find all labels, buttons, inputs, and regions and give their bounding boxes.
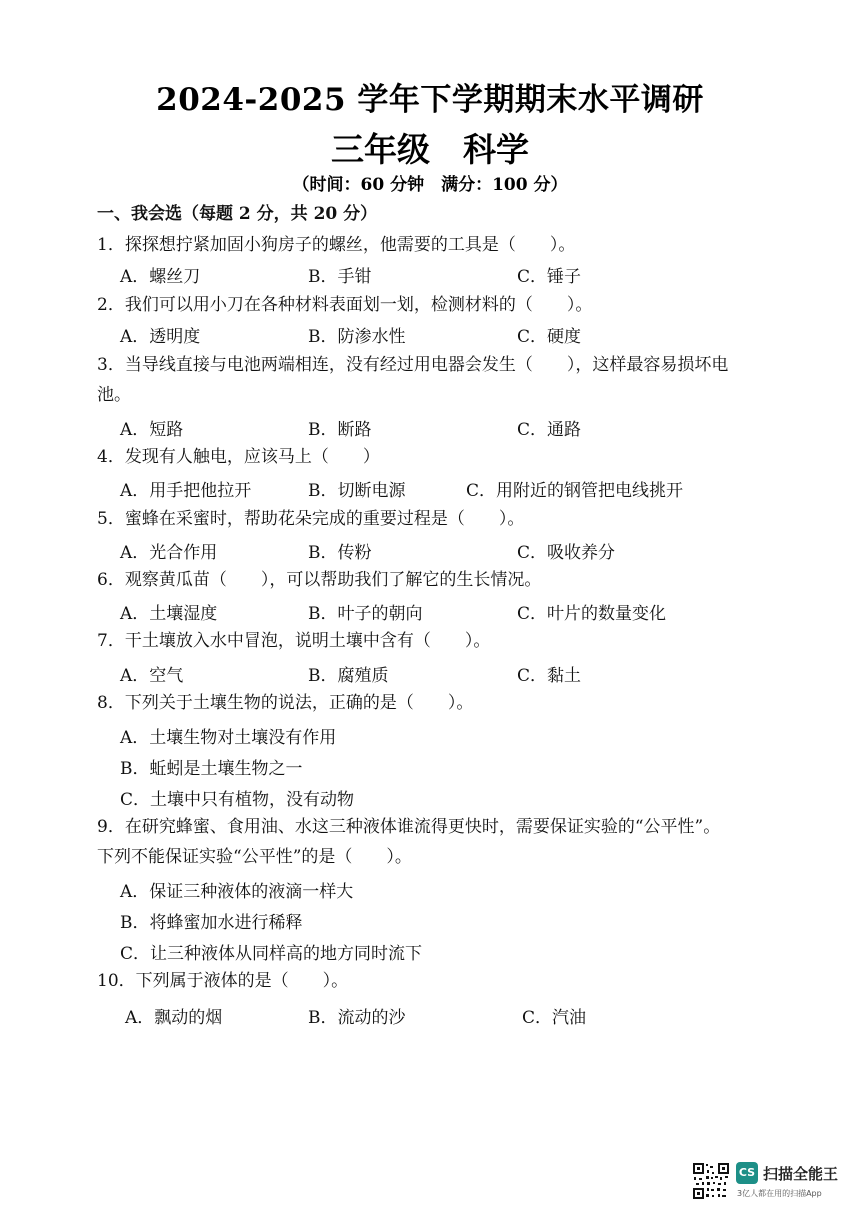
question-stem: 1．探探想拧紧加固小狗房子的螺丝，他需要的工具是（ ）。 bbox=[97, 235, 576, 255]
option-c: C．土壤中只有植物，没有动物 bbox=[120, 790, 355, 810]
option-c: C．锤子 bbox=[517, 267, 582, 287]
option-a: A．土壤湿度 bbox=[120, 604, 218, 624]
option-b: B．将蜂蜜加水进行稀释 bbox=[120, 913, 303, 933]
question-stem-cont: 下列不能保证实验“公平性”的是（ ）。 bbox=[97, 847, 412, 867]
question-stem: 2．我们可以用小刀在各种材料表面划一划，检测材料的（ ）。 bbox=[97, 295, 593, 315]
option-c: C．汽油 bbox=[522, 1008, 587, 1028]
camscanner-logo-icon: CS bbox=[736, 1162, 758, 1184]
option-b: B．叶子的朝向 bbox=[308, 604, 423, 624]
question-stem: 3．当导线直接与电池两端相连，没有经过用电器会发生（ ），这样最容易损坏电 bbox=[97, 355, 729, 375]
option-c: C．通路 bbox=[517, 420, 582, 440]
option-c: C．吸收养分 bbox=[517, 543, 616, 563]
option-b: B．流动的沙 bbox=[308, 1008, 406, 1028]
question-stem: 9．在研究蜂蜜、食用油、水这三种液体谁流得更快时，需要保证实验的“公平性”。 bbox=[97, 817, 721, 837]
question-stem: 6．观察黄瓜苗（ ），可以帮助我们了解它的生长情况。 bbox=[97, 570, 542, 590]
option-a: A．保证三种液体的液滴一样大 bbox=[120, 882, 354, 902]
scanner-watermark bbox=[736, 1162, 846, 1202]
option-a: A．空气 bbox=[120, 666, 184, 686]
option-a: A．螺丝刀 bbox=[120, 267, 201, 287]
option-b: B．手钳 bbox=[308, 267, 372, 287]
option-b: B．切断电源 bbox=[308, 481, 406, 501]
exam-meta: （时间：60 分钟 满分：100 分） bbox=[292, 175, 568, 195]
option-b: B．蚯蚓是土壤生物之一 bbox=[120, 759, 303, 779]
question-stem: 7．干土壤放入水中冒泡，说明土壤中含有（ ）。 bbox=[97, 631, 491, 651]
option-b: B．腐殖质 bbox=[308, 666, 389, 686]
qr-code-icon bbox=[692, 1162, 730, 1200]
exam-subject: 三年级 科学 bbox=[331, 130, 529, 169]
option-a: A．透明度 bbox=[120, 327, 201, 347]
option-a: A．用手把他拉开 bbox=[120, 481, 252, 501]
option-c: C．叶片的数量变化 bbox=[517, 604, 667, 624]
question-stem: 10．下列属于液体的是（ ）。 bbox=[97, 971, 349, 991]
option-c: C．硬度 bbox=[517, 327, 582, 347]
brand-tagline: 3亿人都在用的扫描App bbox=[737, 1189, 822, 1198]
brand-name: 扫描全能王 bbox=[763, 1165, 839, 1183]
question-stem: 8．下列关于土壤生物的说法，正确的是（ ）。 bbox=[97, 693, 474, 713]
option-a: A．光合作用 bbox=[120, 543, 218, 563]
section-heading: 一、我会选（每题 2 分，共 20 分） bbox=[97, 204, 378, 224]
option-c: C．黏土 bbox=[517, 666, 582, 686]
option-a: A．短路 bbox=[120, 420, 184, 440]
option-a: A．土壤生物对土壤没有作用 bbox=[120, 728, 337, 748]
option-b: B．断路 bbox=[308, 420, 372, 440]
exam-title: 2024-2025 学年下学期期末水平调研 bbox=[156, 82, 704, 118]
option-a: A．飘动的烟 bbox=[125, 1008, 223, 1028]
question-stem: 4．发现有人触电，应该马上（ ） bbox=[97, 447, 380, 467]
option-b: B．传粉 bbox=[308, 543, 372, 563]
question-stem: 5．蜜蜂在采蜜时，帮助花朵完成的重要过程是（ ）。 bbox=[97, 509, 525, 529]
question-stem-cont: 池。 bbox=[97, 385, 131, 405]
option-c: C．用附近的钢管把电线挑开 bbox=[466, 481, 684, 501]
option-b: B．防渗水性 bbox=[308, 327, 406, 347]
option-c: C．让三种液体从同样高的地方同时流下 bbox=[120, 944, 423, 964]
